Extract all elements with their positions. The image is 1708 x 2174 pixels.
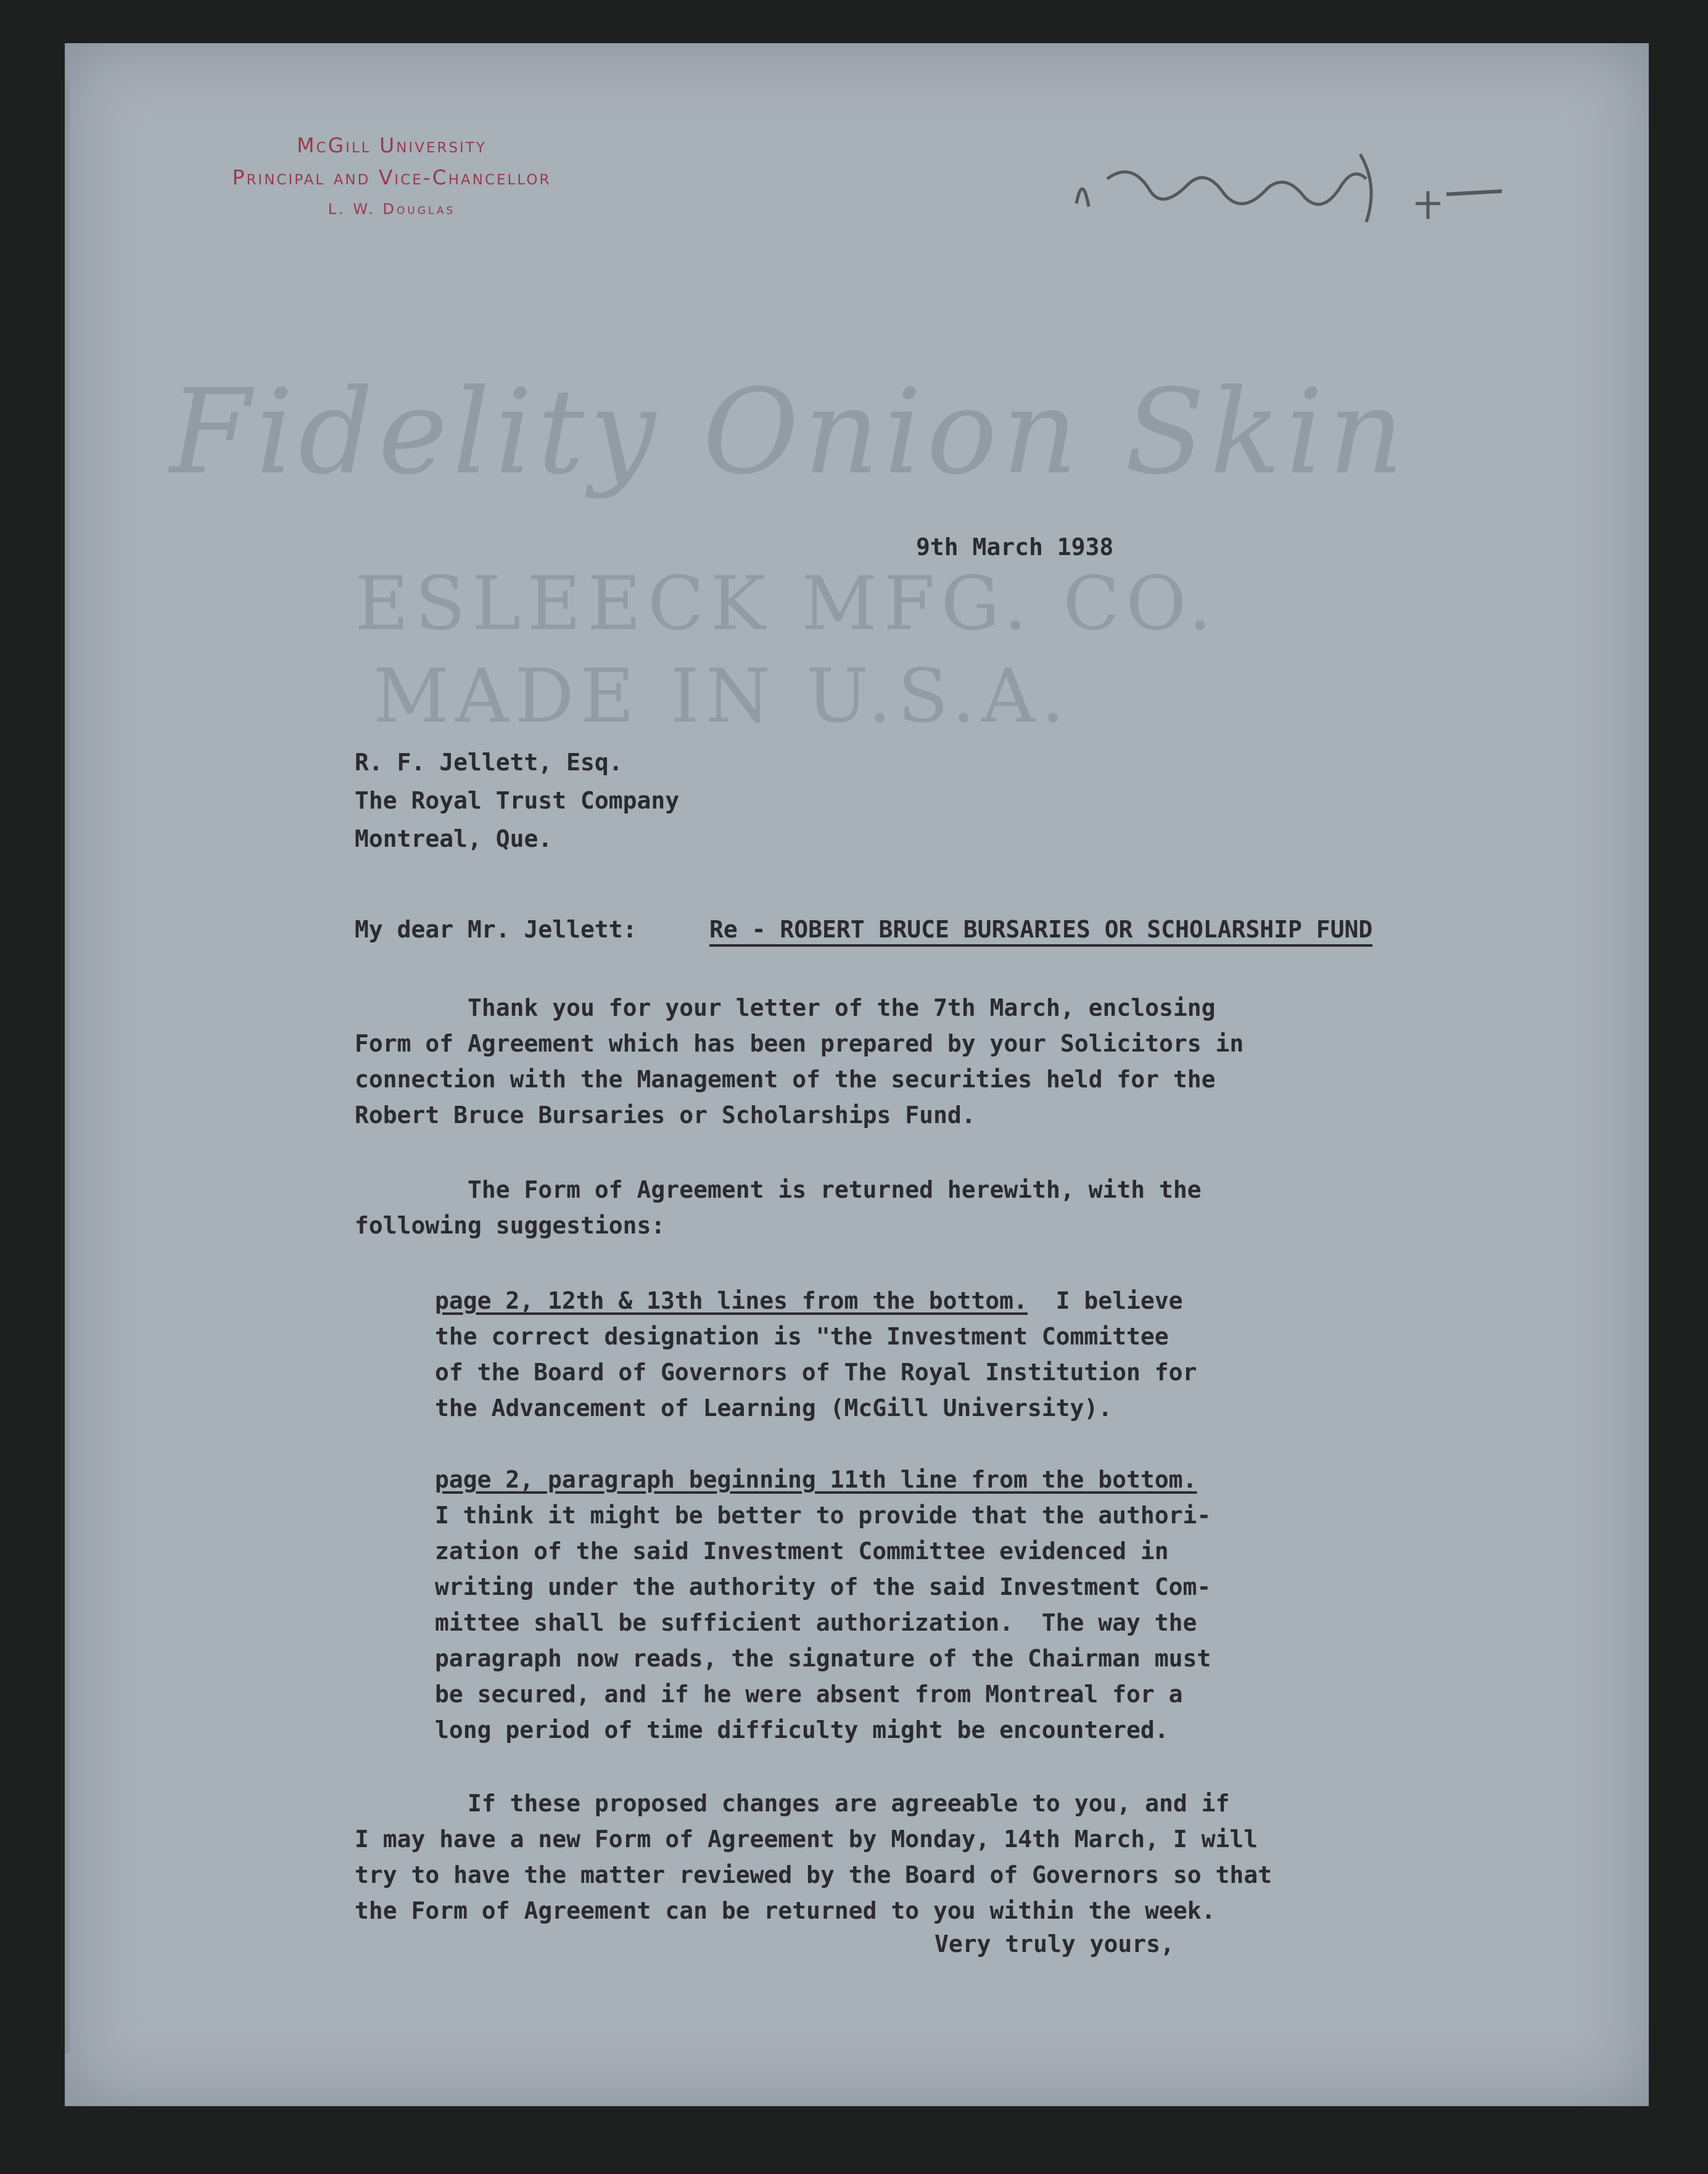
recipient-line-3: Montreal, Que. <box>355 825 553 852</box>
suggestion-2-line: mittee shall be sufficient authorization. The way the <box>435 1609 1197 1636</box>
letter-sheet <box>65 43 1649 2106</box>
suggestion-2-first-line <box>435 1462 1211 1497</box>
paragraph-1-line: connection with the Management of the securities held for the <box>355 1066 1216 1093</box>
suggestion-2-line: paragraph now reads, the signature of the Chairman must <box>435 1645 1211 1672</box>
salutation: My dear Mr. Jellett: <box>355 916 637 943</box>
paragraph-1 <box>355 990 1244 1133</box>
sheet-edge <box>65 80 70 2054</box>
watermark-line-2: ESLEECK MFG. CO. <box>355 561 1218 647</box>
suggestion-2-line: writing under the authority of the said Investment Com- <box>435 1573 1211 1600</box>
letterhead-university: McGill University <box>297 133 487 157</box>
watermark-line-1: Fidelity Onion Skin <box>170 364 1409 500</box>
suggestion-1-line-rest: I believe <box>1027 1287 1183 1314</box>
letterhead <box>139 130 645 224</box>
recipient-address <box>355 743 679 858</box>
suggestion-2-line: be secured, and if he were absent from Montreal for a <box>435 1681 1183 1708</box>
suggestion-2-line: zation of the said Investment Committee evidenced in <box>435 1538 1169 1565</box>
recipient-line-2: The Royal Trust Company <box>355 787 680 814</box>
suggestion-1 <box>435 1283 1197 1426</box>
subject-line: Re - ROBERT BRUCE BURSARIES OR SCHOLARSHIP FUND <box>709 916 1372 947</box>
suggestion-2-heading: page 2, paragraph beginning 11th line from the bottom. <box>435 1466 1197 1493</box>
paragraph-1-line: Form of Agreement which has been prepared by your Solicitors in <box>355 1030 1244 1057</box>
paragraph-3-line: If these proposed changes are agreeable to you, and if <box>355 1790 1230 1817</box>
suggestion-2-line: long period of time difficulty might be encountered. <box>435 1716 1169 1744</box>
paragraph-3-line: I may have a new Form of Agreement by Monday, 14th March, I will <box>355 1826 1258 1853</box>
suggestion-1-line: of the Board of Governors of The Royal Institution for <box>435 1359 1197 1386</box>
paragraph-3-line: the Form of Agreement can be returned to you within the week. <box>355 1897 1216 1924</box>
watermark-line-3: MADE IN U.S.A. <box>373 654 1071 739</box>
letterhead-title: Principal and Vice-Chancellor <box>232 165 551 189</box>
suggestion-1-heading: page 2, 12th & 13th lines from the bottom. <box>435 1287 1028 1314</box>
paragraph-2-line: The Form of Agreement is returned herewith, with the <box>355 1176 1202 1203</box>
handwritten-annotation <box>1070 136 1502 234</box>
suggestion-2 <box>435 1462 1211 1748</box>
paragraph-3 <box>355 1785 1272 1929</box>
suggestion-1-first-line <box>435 1283 1197 1319</box>
suggestion-1-line: the Advancement of Learning (McGill University). <box>435 1394 1113 1422</box>
paragraph-2-line: following suggestions: <box>355 1212 666 1239</box>
closing: Very truly yours, <box>934 1930 1174 1958</box>
paragraph-3-line: try to have the matter reviewed by the Board of Governors so that <box>355 1861 1273 1888</box>
letterhead-name: L. W. Douglas <box>328 200 456 218</box>
paragraph-1-line: Robert Bruce Bursaries or Scholarships Fund. <box>355 1101 976 1129</box>
recipient-line-1: R. F. Jellett, Esq. <box>355 749 623 776</box>
letter-date: 9th March 1938 <box>916 533 1114 561</box>
suggestion-1-line: the correct designation is "the Investment Committee <box>435 1323 1169 1350</box>
paragraph-2 <box>355 1172 1202 1243</box>
paragraph-1-line: Thank you for your letter of the 7th March, enclosing <box>355 994 1216 1021</box>
suggestion-2-line: I think it might be better to provide that the authori- <box>435 1502 1211 1529</box>
